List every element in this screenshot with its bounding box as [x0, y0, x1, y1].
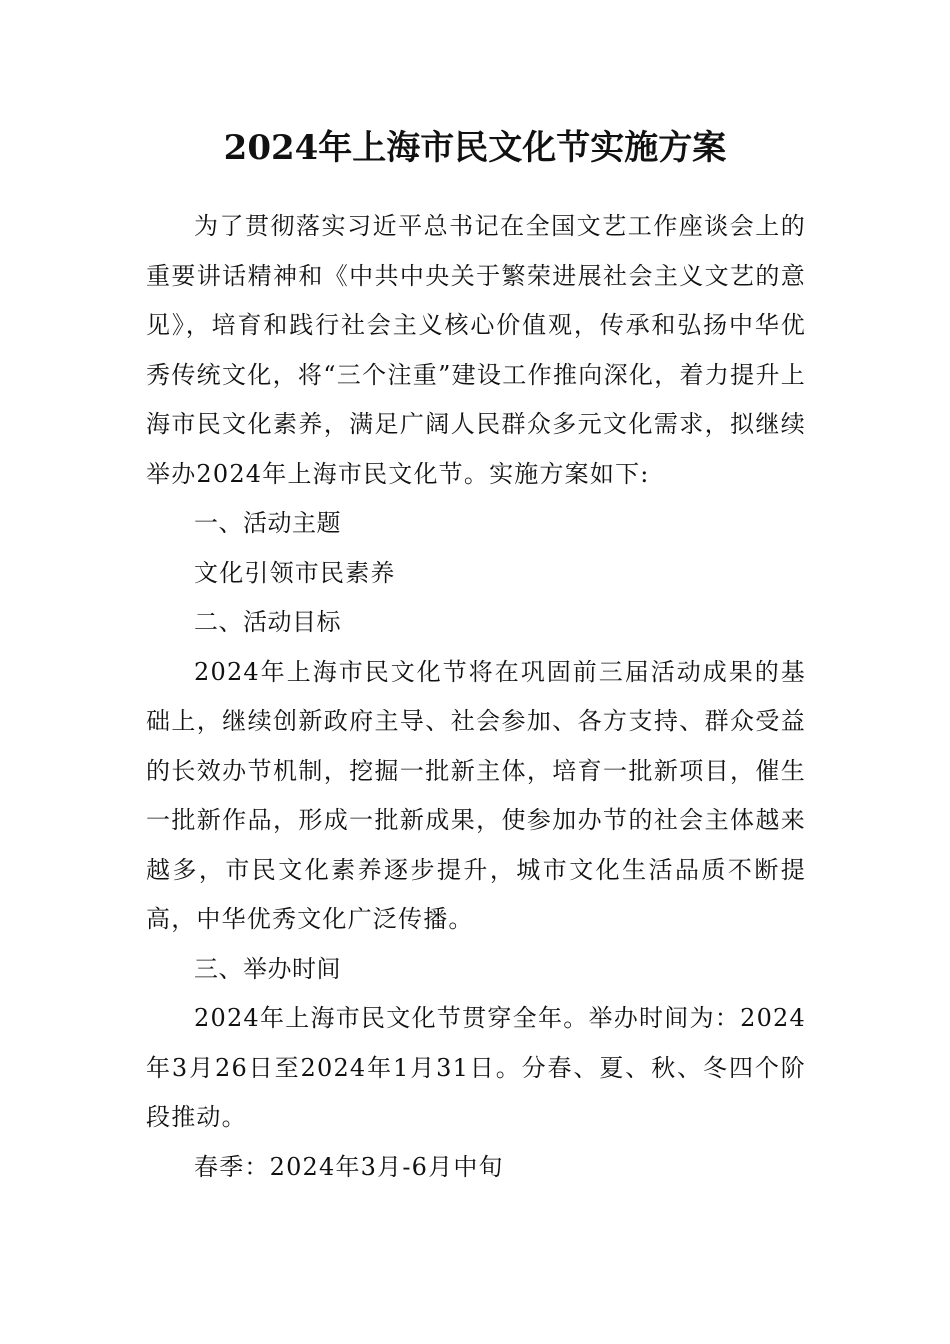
document-body: [146, 202, 806, 1192]
document-title: 2024年上海市民文化节实施方案: [223, 128, 727, 168]
section-body-time: 2024年上海市民文化节贯穿全年。举办时间为：2024年3月26日至2024年1月31日。分春、夏、秋、冬四个阶段推动。: [146, 1004, 806, 1131]
spring-schedule-line: 春季：2024年3月-6月中旬: [194, 1152, 504, 1181]
section-heading-time: 三、举办时间: [194, 954, 341, 983]
section-heading-theme: 一、活动主题: [194, 509, 341, 537]
section-body-goals: 2024年上海市民文化节将在巩固前三届活动成果的基础上，继续创新政府主导、社会参加、各方支持、群众受益的长效办节机制，挖掘一批新主体，培育一批新项目，催生一批新作品，形成一批新成果，使参加办节的社会主体越来越多，市民文化素养逐步提升，城市文化生活品质不断提高，中华优秀文化广泛传播。: [146, 657, 806, 933]
intro-paragraph: 为了贯彻落实习近平总书记在全国文艺工作座谈会上的重要讲话精神和《中共中央关于繁荣进展社会主义文艺的意见》，培育和践行社会主义核心价值观，传承和弘扬中华优秀传统文化，将“三个注重”建设工作推向深化，着力提升上海市民文化素养，满足广阔人民群众多元文化需求，拟继续举办2024年上海市民文化节。实施方案如下:: [146, 212, 806, 488]
section-heading-goals: 二、活动目标: [194, 608, 341, 636]
section-body-theme: 文化引领市民素养: [194, 558, 396, 587]
